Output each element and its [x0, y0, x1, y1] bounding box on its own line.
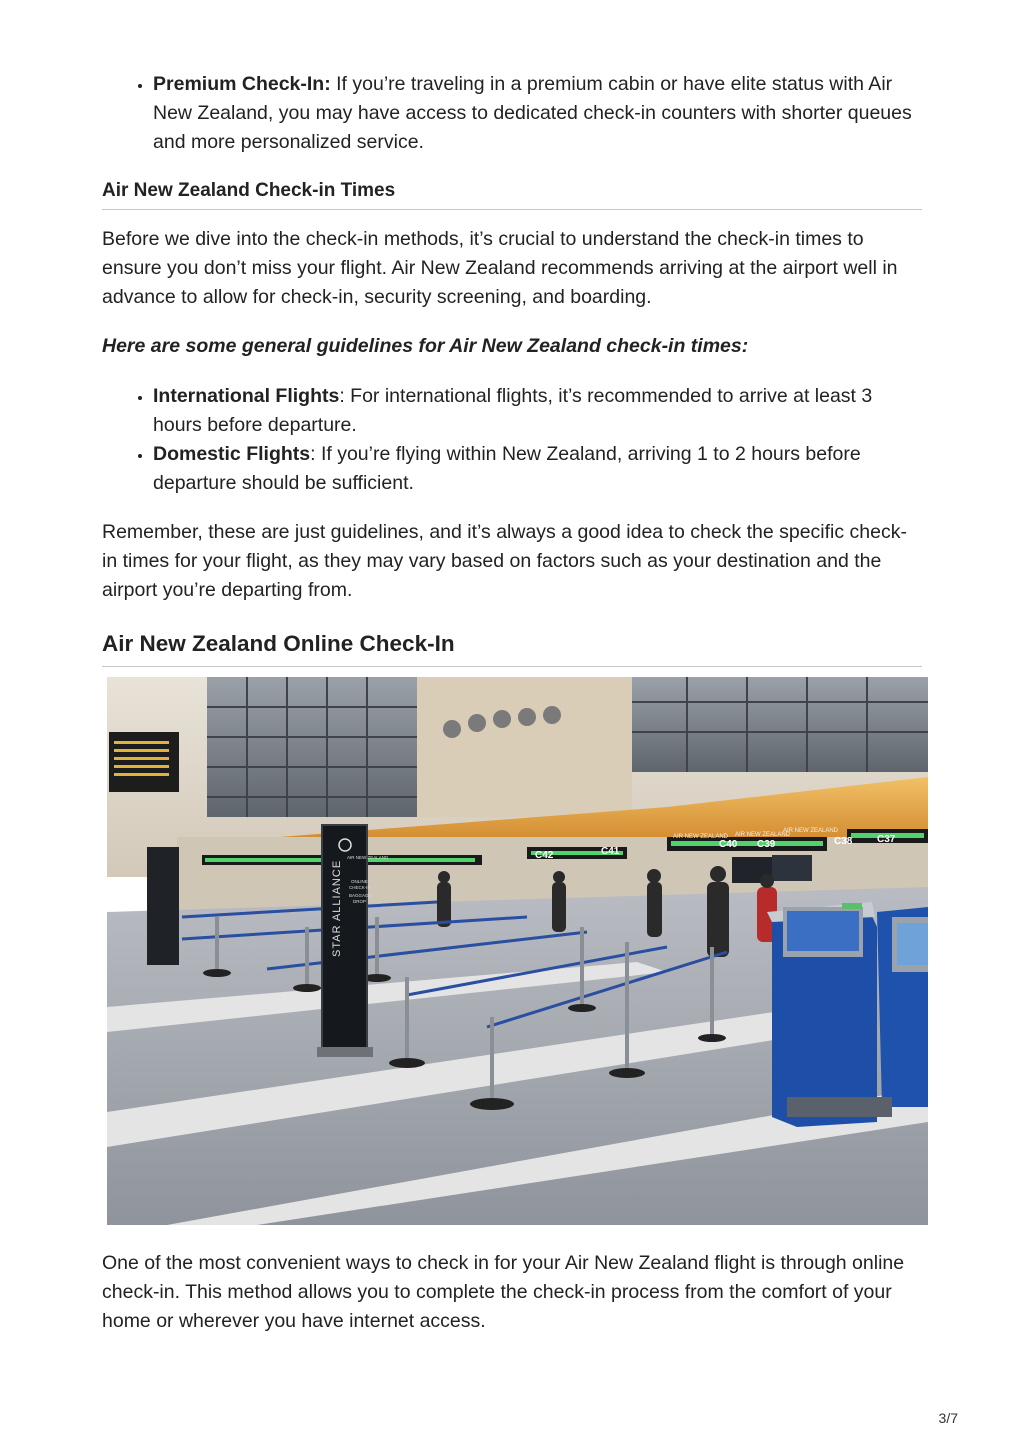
list-item: [153, 382, 922, 440]
counter-label: C39: [757, 839, 776, 850]
online-checkin-heading: Air New Zealand Online Check-In: [102, 629, 922, 667]
guideline-term: Domestic Flights: [153, 443, 311, 465]
guideline-term: International Flights: [153, 385, 340, 407]
counter-label: C37: [877, 834, 896, 845]
sign-line: BAGGAGE: [349, 893, 372, 898]
premium-text: If you’re traveling in a premium cabin or have elite status with Air New Zealand, you may have access to dedicated check-in counters with shorter queues and more personalized service.: [153, 73, 912, 153]
page-number: 3/7: [938, 1410, 958, 1426]
sign-line: ONLINE: [351, 879, 368, 884]
guideline-text: : For international flights, it’s recommended to arrive at least 3 hours before departure.: [153, 385, 873, 436]
online-checkin-text: One of the most convenient ways to check in for your Air New Zealand flight is through online check-in. This method allows you to complete the check-in process from the comfort of your home or wherever you have internet access.: [102, 1252, 905, 1332]
sign-brand: AIR NEW ZEALAND: [347, 855, 389, 860]
counter-label: C42: [535, 850, 554, 861]
banner-label: AIR NEW ZEALAND: [673, 834, 729, 840]
list-item: [153, 70, 922, 157]
list-item: [153, 440, 922, 498]
premium-term: Premium Check-In:: [153, 73, 331, 95]
banner-label: AIR NEW ZEALAND: [783, 828, 839, 834]
sign-line: CHECK-IN: [349, 885, 371, 890]
sign-line: DROP: [353, 899, 367, 904]
counter-label: C41: [601, 846, 620, 857]
banner-label: AIR NEW ZEALAND: [735, 832, 791, 838]
guidelines-list: [102, 382, 922, 498]
counter-label: C40: [719, 839, 738, 850]
airport-checkin-photo: [107, 677, 928, 1225]
guideline-text: : If you’re flying within New Zealand, arriving 1 to 2 hours before departure should be sufficient.: [153, 443, 861, 494]
checkin-times-intro: Before we dive into the check-in methods, it’s crucial to understand the check-in times to ensure you don’t miss your flight. Air New Zealand recommends arriving at the airport well in advance to allow for check-in, security screening, and boarding.: [102, 228, 898, 308]
premium-list: [102, 70, 922, 157]
sign-star-alliance: STAR ALLIANCE: [331, 859, 343, 957]
article-body: [102, 70, 922, 1336]
guidelines-lead: Here are some general guidelines for Air New Zealand check-in times:: [102, 335, 749, 357]
guidelines-note: Remember, these are just guidelines, and it’s always a good idea to check the specific check-in times for your flight, as they may vary based on factors such as your destination and the airport you’re departing from.: [102, 521, 907, 601]
counter-label: C38: [834, 836, 853, 847]
checkin-times-heading: Air New Zealand Check-in Times: [102, 179, 922, 210]
